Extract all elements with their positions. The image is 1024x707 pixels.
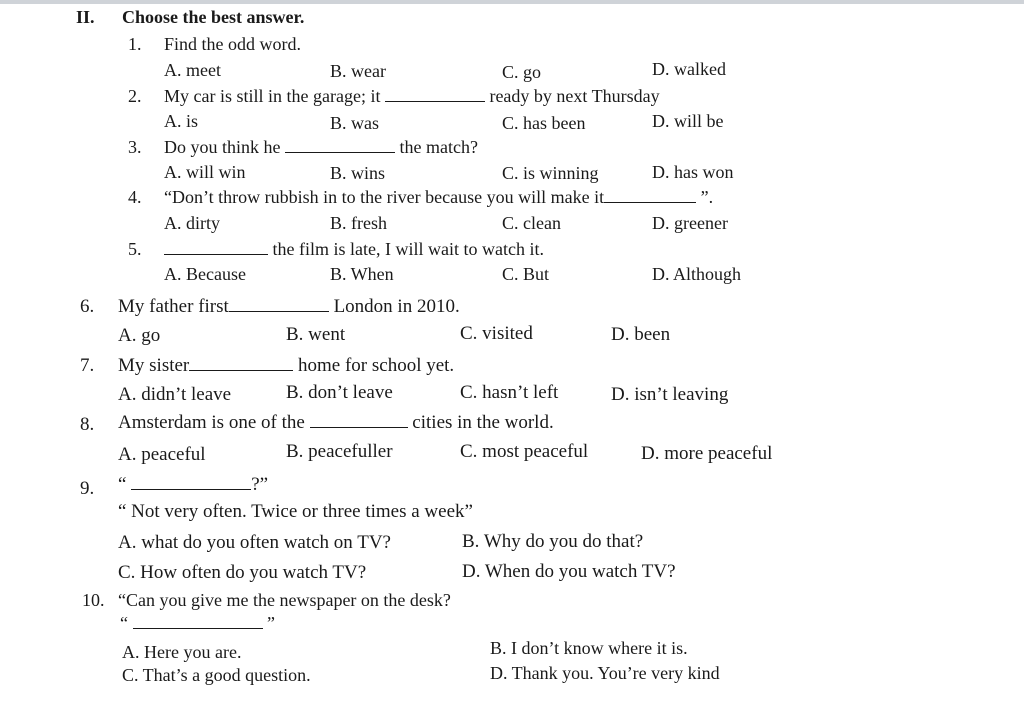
q2-option-c: C. has been [502, 113, 586, 133]
q9-option-d: D. When do you watch TV? [462, 561, 676, 582]
q5-option-b: B. When [330, 264, 394, 284]
q10-open-quote: “ [120, 613, 128, 633]
q6-stem [118, 297, 460, 316]
q8-option-b: B. peacefuller [286, 441, 393, 462]
q8-blank [310, 413, 408, 428]
q4-option-a: A. dirty [164, 213, 220, 233]
q6-option-b: B. went [286, 324, 346, 345]
q3-stem [164, 138, 478, 156]
q10-option-d: D. Thank you. You’re very kind [490, 663, 720, 683]
q7-option-c: C. hasn’t left [460, 382, 559, 403]
q9-option-b: B. Why do you do that? [462, 531, 644, 552]
q6-stem-before: My father first [118, 296, 229, 317]
section-number: II. [76, 7, 95, 27]
q1-number: 1. [128, 34, 142, 54]
q1-option-d: D. walked [652, 59, 726, 79]
q10-number: 10. [82, 590, 105, 610]
q5-option-c: C. But [502, 264, 550, 284]
section-title: Choose the best answer. [122, 7, 305, 27]
q3-option-a: A. will win [164, 162, 246, 182]
q4-blank [604, 188, 696, 203]
q10-option-a: A. Here you are. [122, 642, 242, 662]
q1-stem: Find the odd word. [164, 34, 301, 54]
q6-number: 6. [80, 296, 95, 317]
q9-reply: “ Not very often. Twice or three times a week” [118, 501, 473, 522]
q7-option-b: B. don’t leave [286, 382, 393, 403]
q10-close-quote: ” [267, 613, 275, 633]
q8-stem-before: Amsterdam is one of the [118, 412, 305, 433]
q9-close-quote: ?” [251, 474, 269, 495]
q8-stem-after: cities in the world. [412, 412, 554, 433]
q7-option-a: A. didn’t leave [118, 384, 232, 405]
q9-prompt [118, 475, 268, 494]
q8-option-a: A. peaceful [118, 444, 206, 465]
q2-number: 2. [128, 86, 142, 106]
q3-option-d: D. has won [652, 162, 734, 182]
q4-option-c: C. clean [502, 213, 561, 233]
q9-number: 9. [80, 478, 95, 499]
q9-option-c: C. How often do you watch TV? [118, 562, 367, 583]
q10-stem: “Can you give me the newspaper on the desk? [118, 590, 451, 610]
q3-number: 3. [128, 137, 142, 157]
q2-stem-after: ready by next Thursday [489, 86, 660, 106]
q7-stem-before: My sister [118, 355, 190, 376]
q6-option-d: D. been [611, 324, 671, 345]
q2-option-a: A. is [164, 111, 199, 131]
q7-option-d: D. isn’t leaving [611, 384, 729, 405]
q4-number: 4. [128, 187, 142, 207]
q4-stem-before: “Don’t throw rubbish in to the river because you will make it [164, 187, 605, 207]
q3-option-c: C. is winning [502, 163, 599, 183]
q1-option-a: A. meet [164, 60, 221, 80]
q4-option-d: D. greener [652, 213, 728, 233]
q4-stem [164, 188, 713, 206]
q5-stem-after: the film is late, I will wait to watch it. [272, 239, 544, 259]
q7-number: 7. [80, 355, 95, 376]
q10-prompt [120, 614, 275, 632]
q6-option-c: C. visited [460, 323, 533, 344]
q1-option-c: C. go [502, 62, 542, 82]
q9-option-a: A. what do you often watch on TV? [118, 532, 391, 553]
top-border [0, 0, 1024, 4]
q3-option-b: B. wins [330, 163, 386, 183]
q2-stem [164, 87, 660, 105]
q3-stem-after: the match? [399, 137, 478, 157]
q8-option-d: D. more peaceful [641, 443, 773, 464]
q10-blank [133, 614, 263, 629]
q7-stem [118, 356, 454, 375]
q9-open-quote: “ [118, 474, 127, 495]
q8-number: 8. [80, 414, 95, 435]
q4-stem-after: ”. [700, 187, 714, 207]
q2-blank [385, 87, 485, 102]
q8-stem [118, 413, 554, 432]
q2-option-d: D. will be [652, 111, 724, 131]
q2-stem-before: My car is still in the garage; it [164, 86, 381, 106]
q5-option-d: D. Although [652, 264, 742, 284]
q3-stem-before: Do you think he [164, 137, 281, 157]
q5-number: 5. [128, 239, 142, 259]
q7-blank [189, 356, 293, 371]
q6-option-a: A. go [118, 325, 161, 346]
q5-stem [164, 240, 544, 258]
q10-option-b: B. I don’t know where it is. [490, 638, 688, 658]
q3-blank [285, 138, 395, 153]
q1-option-b: B. wear [330, 61, 386, 81]
q8-option-c: C. most peaceful [460, 441, 589, 462]
q10-option-c: C. That’s a good question. [122, 665, 311, 685]
q9-blank [131, 475, 251, 490]
q7-stem-after: home for school yet. [298, 355, 455, 376]
q5-option-a: A. Because [164, 264, 246, 284]
q5-blank [164, 240, 268, 255]
q6-blank [229, 297, 329, 312]
q2-option-b: B. was [330, 113, 379, 133]
q4-option-b: B. fresh [330, 213, 387, 233]
q6-stem-after: London in 2010. [333, 296, 460, 317]
